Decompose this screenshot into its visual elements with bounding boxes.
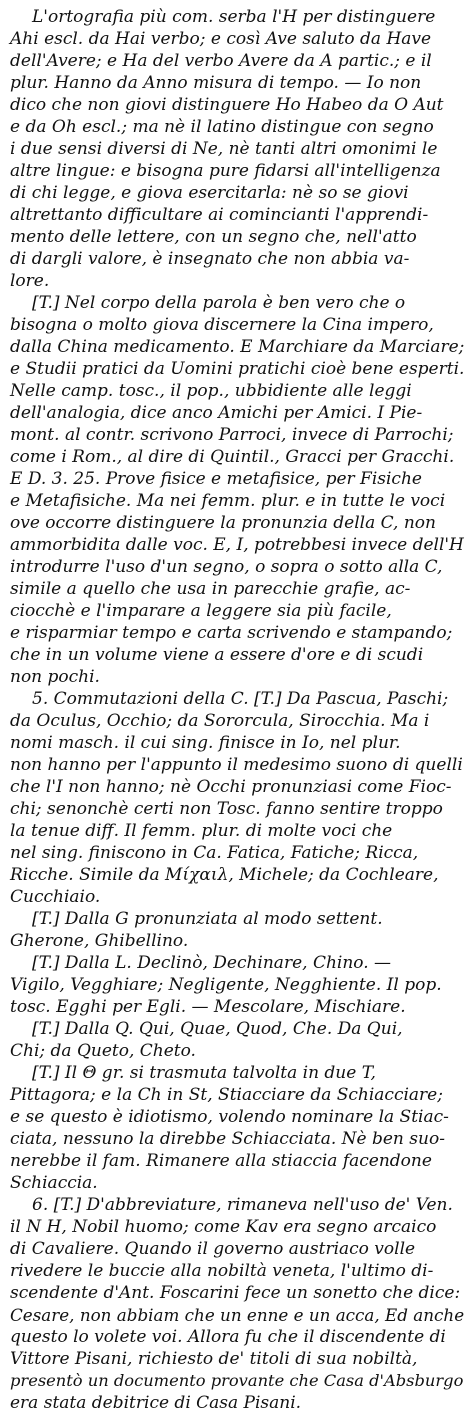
text-line: che l'I non hanno; nè Occhi pronunziasi come Fioc- [10, 777, 452, 797]
text-line: dell'analogia, dice anco Amichi per Amici. I Pie- [10, 403, 423, 423]
text-line: e se questo è idiotismo, volendo nominare la Stiac- [10, 1107, 449, 1127]
text-line: Chi; da Queto, Cheto. [10, 1041, 196, 1061]
text-line: altre lingue: e bisogna pure fidarsi all'intelligenza [10, 161, 441, 181]
text-line: plur. Hanno da Anno misura di tempo. — Io non [10, 73, 422, 93]
text-line: Vigilo, Vegghiare; Negligente, Negghiente. Il pop. [10, 975, 442, 995]
text-line: ciata, nessuno la direbbe Schiacciata. Nè ben suo- [10, 1129, 445, 1149]
text-line: Cesare, non abbiam che un enne e un acca, Ed anche [10, 1305, 465, 1325]
text-line: come i Rom., al dire di Quintil., Gracci per Gracchi. [10, 447, 455, 467]
text-line: Pittagora; e la Ch in St, Stiacciare da Schiacciare; [10, 1085, 443, 1105]
text-line: nerebbe il fam. Rimanere alla stiaccia facendone [10, 1151, 432, 1171]
text-line: mont. al contr. scrivono Parroci, invece di Parrochi; [10, 425, 454, 445]
text-line: mento delle lettere, con un segno che, nell'atto [10, 227, 417, 247]
text-line: [T.] Nel corpo della parola è ben vero che o [32, 293, 406, 313]
text-line: Gherone, Ghibellino. [10, 931, 189, 951]
text-line: chi; senonchè certi non Tosc. fanno sentire troppo [10, 799, 443, 819]
text-line: [T.] Dalla Q. Qui, Quae, Quod, Che. Da Qui, [32, 1019, 403, 1039]
text-line: introdurre l'uso d'un segno, o sopra o sotto alla C, [10, 557, 443, 577]
text-line: ammorbidita dalle voc. E, I, potrebbesi invece dell'H [10, 535, 464, 555]
text-line: ove occorre distinguere la pronunzia della C, non [10, 513, 436, 533]
text-line: rivedere le buccie alla nobiltà veneta, l'ultimo di- [10, 1261, 434, 1281]
text-line: e da Oh escl.; ma nè il latino distingue con segno [10, 117, 434, 137]
text-line: Cucchiaio. [10, 887, 101, 907]
text-line: e Studii pratici da Uomini pratichi cioè bene esperti. [10, 359, 465, 379]
text-line: 5. Commutazioni della C. [T.] Da Pascua, Paschi; [32, 689, 449, 709]
text-line: nomi masch. il cui sing. finisce in Io, nel plur. [10, 733, 401, 753]
text-line: Vittore Pisani, richiesto de' titoli di sua nobiltà, [10, 1349, 418, 1369]
text-line: dico che non giovi distinguere Ho Habeo da O Aut [10, 95, 444, 115]
text-line: scendente d'Ant. Foscarini fece un sonetto che dice: [10, 1283, 461, 1303]
text-line: e Metafisiche. Ma nei femm. plur. e in tutte le voci [10, 491, 446, 511]
text-line: e risparmiar tempo e carta scrivendo e stampando; [10, 623, 453, 643]
text-line: da Oculus, Occhio; da Sororcula, Sirocchia. Ma i [10, 711, 430, 731]
text-line: [T.] Il Θ gr. si trasmuta talvolta in due T, [32, 1063, 376, 1083]
text-line: Ahi escl. da Hai verbo; e così Ave saluto da Have [10, 29, 432, 49]
text-line: altrettanto difficultare ai comincianti l'apprendi- [10, 205, 429, 225]
text-line: che in un volume viene a essere d'ore e di scudi [10, 645, 424, 665]
text-line: [T.] Dalla G pronunziata al modo settent. [32, 909, 383, 929]
text-line: di chi legge, e giova esercitarla: nè so se giovi [10, 183, 409, 203]
text-line: tosc. Egghi per Egli. — Mescolare, Mischiare. [10, 997, 406, 1017]
text-line: bisogna o molto giova discernere la Cina impero, [10, 315, 434, 335]
text-line: 6. [T.] D'abbreviature, rimaneva nell'uso de' Ven. [32, 1195, 453, 1215]
text-line: E D. 3. 25. Prove fisice e metafisice, per Fisiche [10, 469, 422, 489]
text-line: era stata debitrice di Casa Pisani. [10, 1393, 302, 1413]
text-line: di Cavaliere. Quando il governo austriaco volle [10, 1239, 416, 1259]
text-line: L'ortografia più com. serba l'H per distinguere [32, 7, 436, 27]
text-line: i due sensi diversi di Ne, nè tanti altri omonimi le [10, 139, 438, 159]
text-line: [T.] Dalla L. Declinò, Dechinare, Chino. — [32, 953, 392, 973]
text-line: la tenue diff. Il femm. plur. di molte voci che [10, 821, 393, 841]
text-line: di dargli valore, è insegnato che non abbia va- [10, 249, 410, 269]
text-line: dalla China medicamento. E Marchiare da Marciare; [10, 337, 465, 357]
text-line: il N H, Nobil huomo; come Kav era segno arcaico [10, 1217, 437, 1237]
text-line: lore. [10, 271, 50, 291]
text-line: ciocchè e l'imparare a leggere sia più facile, [10, 601, 392, 621]
text-line: non pochi. [10, 667, 100, 687]
text-line: dell'Avere; e Ha del verbo Avere da A partic.; e il [10, 51, 432, 71]
text-line: nel sing. finiscono in Ca. Fatica, Fatiche; Ricca, [10, 843, 419, 863]
text-line: Nelle camp. tosc., il pop., ubbidiente alle leggi [10, 381, 412, 401]
text-line: non hanno per l'appunto il medesimo suono di quelli [10, 755, 463, 775]
text-line: Ricche. Simile da Μίχαιλ, Michele; da Cochleare, [10, 865, 439, 885]
text-line: simile a quello che usa in parecchie grafie, ac- [10, 579, 411, 599]
text-line: presentò un documento provante che Casa d'Absburgo [10, 1371, 464, 1390]
text-line: questo lo volete voi. Allora fu che il discendente di [10, 1327, 446, 1347]
text-line: Schiaccia. [10, 1173, 98, 1193]
